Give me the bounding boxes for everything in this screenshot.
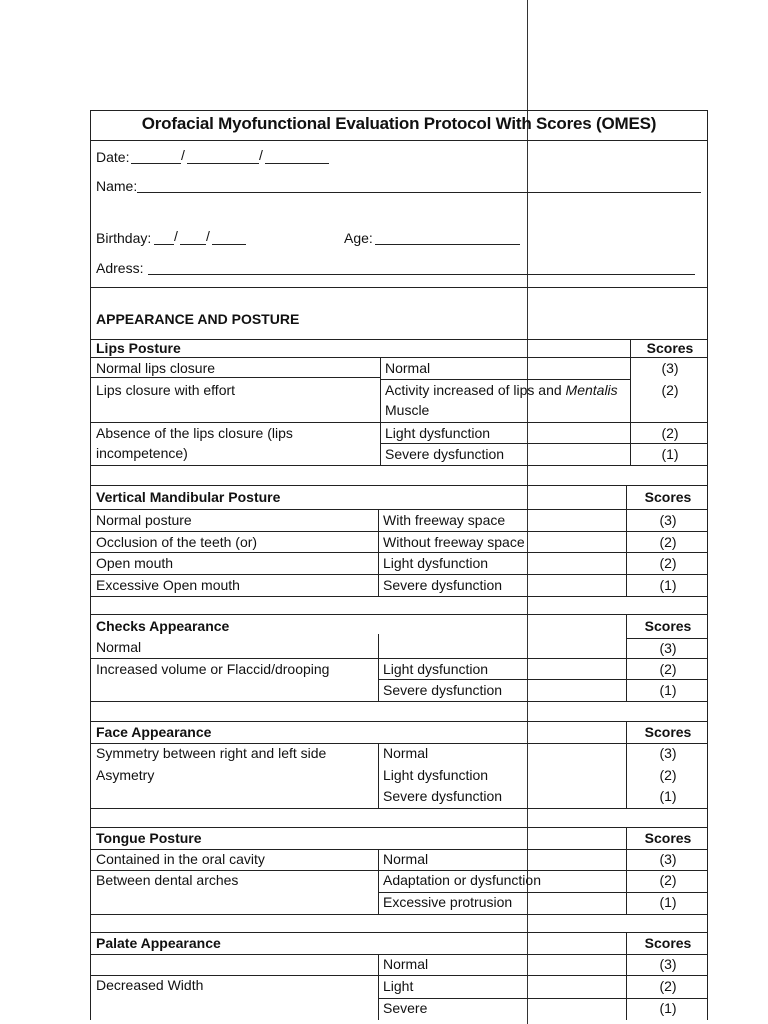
lips-left-row: Lips closure with effort xyxy=(96,382,236,398)
palate-score[interactable]: (2) xyxy=(659,978,677,994)
palate-scores-header: Scores xyxy=(644,935,692,951)
palate-score[interactable]: (1) xyxy=(659,1000,677,1016)
palate-appearance-table xyxy=(91,932,707,1020)
mandibular-scores-header: Scores xyxy=(644,489,692,505)
palate-left-row: Decreased Width xyxy=(96,977,204,993)
tongue-heading: Tongue Posture xyxy=(96,830,202,846)
checks-mid-row: Severe dysfunction xyxy=(383,682,503,698)
evaluation-form xyxy=(90,110,708,1020)
checks-score[interactable]: (2) xyxy=(659,661,677,677)
birthday-slash-1: / xyxy=(174,228,178,244)
palate-mid-row: Severe xyxy=(383,1000,428,1016)
date-year-line[interactable] xyxy=(265,163,329,164)
tongue-mid-row: Adaptation or dysfunction xyxy=(383,872,541,888)
lips-mid-row: Muscle xyxy=(385,402,430,418)
mandibular-left-row: Normal posture xyxy=(96,512,192,528)
mandibular-left-row: Occlusion of the teeth (or) xyxy=(96,534,258,550)
lips-mid-row: Normal xyxy=(385,360,431,376)
mandibular-mid-row: With freeway space xyxy=(383,512,506,528)
checks-left-row: Increased volume or Flaccid/drooping xyxy=(96,661,330,677)
mandibular-left-row: Open mouth xyxy=(96,555,174,571)
lips-left-row: Normal lips closure xyxy=(96,360,216,376)
date-label: Date: xyxy=(96,149,130,165)
face-left-row: Asymetry xyxy=(96,767,155,783)
birthday-month-line[interactable] xyxy=(180,244,206,245)
date-slash-2: / xyxy=(259,147,263,163)
palate-mid-row: Light xyxy=(383,978,414,994)
tongue-left-row: Contained in the oral cavity xyxy=(96,851,265,867)
date-month-line[interactable] xyxy=(187,163,259,164)
face-mid-row: Light dysfunction xyxy=(383,767,489,783)
mandibular-mid-row: Light dysfunction xyxy=(383,555,489,571)
lips-left-row: Absence of the lips closure (lips incompetence) xyxy=(96,425,293,461)
date-slash-1: / xyxy=(181,147,185,163)
palate-mid-row: Normal xyxy=(383,956,429,972)
lips-mid-row: Activity increased of lips and Mentalis xyxy=(385,382,618,398)
lips-posture-table xyxy=(91,339,707,467)
address-label: Adress: xyxy=(96,260,144,276)
header-divider xyxy=(91,287,707,288)
checks-appearance-table xyxy=(91,614,707,702)
age-label: Age: xyxy=(344,230,373,246)
name-line[interactable] xyxy=(137,192,701,193)
checks-score[interactable]: (3) xyxy=(659,640,677,656)
mandibular-posture-table xyxy=(91,485,707,597)
face-mid-row: Severe dysfunction xyxy=(383,788,503,804)
age-line[interactable] xyxy=(375,244,520,245)
lips-score[interactable]: (3) xyxy=(661,360,679,376)
lips-score[interactable]: (2) xyxy=(661,382,679,398)
face-score[interactable]: (3) xyxy=(659,745,677,761)
checks-score[interactable]: (1) xyxy=(659,682,677,698)
tongue-scores-header: Scores xyxy=(644,830,692,846)
address-line[interactable] xyxy=(148,274,695,275)
face-appearance-table xyxy=(91,721,707,809)
birthday-year-line[interactable] xyxy=(212,244,246,245)
checks-heading: Checks Appearance xyxy=(96,618,230,634)
tongue-mid-row: Normal xyxy=(383,851,429,867)
birthday-slash-2: / xyxy=(206,228,210,244)
lips-scores-header: Scores xyxy=(646,340,694,356)
palate-heading: Palate Appearance xyxy=(96,935,221,951)
face-left-row: Symmetry between right and left side xyxy=(96,745,327,761)
lips-mid-row: Severe dysfunction xyxy=(385,446,505,462)
lips-mid-row: Light dysfunction xyxy=(385,425,491,441)
tongue-mid-row: Excessive protrusion xyxy=(383,894,513,910)
tongue-score[interactable]: (2) xyxy=(659,872,677,888)
lips-score[interactable]: (1) xyxy=(661,446,679,462)
face-score[interactable]: (1) xyxy=(659,788,677,804)
mandibular-mid-row: Severe dysfunction xyxy=(383,577,503,593)
birthday-label: Birthday: xyxy=(96,230,152,246)
tongue-posture-table xyxy=(91,827,707,915)
checks-left-row: Normal xyxy=(96,639,142,655)
mandibular-mid-row: Without freeway space xyxy=(383,534,525,550)
form-title: Orofacial Myofunctional Evaluation Protocol With Scores (OMES) xyxy=(91,111,707,141)
lips-heading: Lips Posture xyxy=(96,340,181,356)
face-mid-row: Normal xyxy=(383,745,429,761)
face-score[interactable]: (2) xyxy=(659,767,677,783)
mandibular-score[interactable]: (1) xyxy=(659,577,677,593)
checks-mid-row: Light dysfunction xyxy=(383,661,489,677)
lips-score[interactable]: (2) xyxy=(661,425,679,441)
checks-scores-header: Scores xyxy=(644,618,692,634)
birthday-day-line[interactable] xyxy=(154,244,174,245)
face-scores-header: Scores xyxy=(644,724,692,740)
mandibular-heading: Vertical Mandibular Posture xyxy=(96,489,281,505)
mandibular-left-row: Excessive Open mouth xyxy=(96,577,240,593)
face-heading: Face Appearance xyxy=(96,724,212,740)
name-label: Name: xyxy=(96,178,138,194)
tongue-left-row: Between dental arches xyxy=(96,872,239,888)
tongue-score[interactable]: (1) xyxy=(659,894,677,910)
tongue-score[interactable]: (3) xyxy=(659,851,677,867)
date-day-line[interactable] xyxy=(131,163,181,164)
palate-score[interactable]: (3) xyxy=(659,956,677,972)
mandibular-score[interactable]: (2) xyxy=(659,534,677,550)
section-title: APPEARANCE AND POSTURE xyxy=(96,311,300,327)
mandibular-score[interactable]: (2) xyxy=(659,555,677,571)
mandibular-score[interactable]: (3) xyxy=(659,512,677,528)
